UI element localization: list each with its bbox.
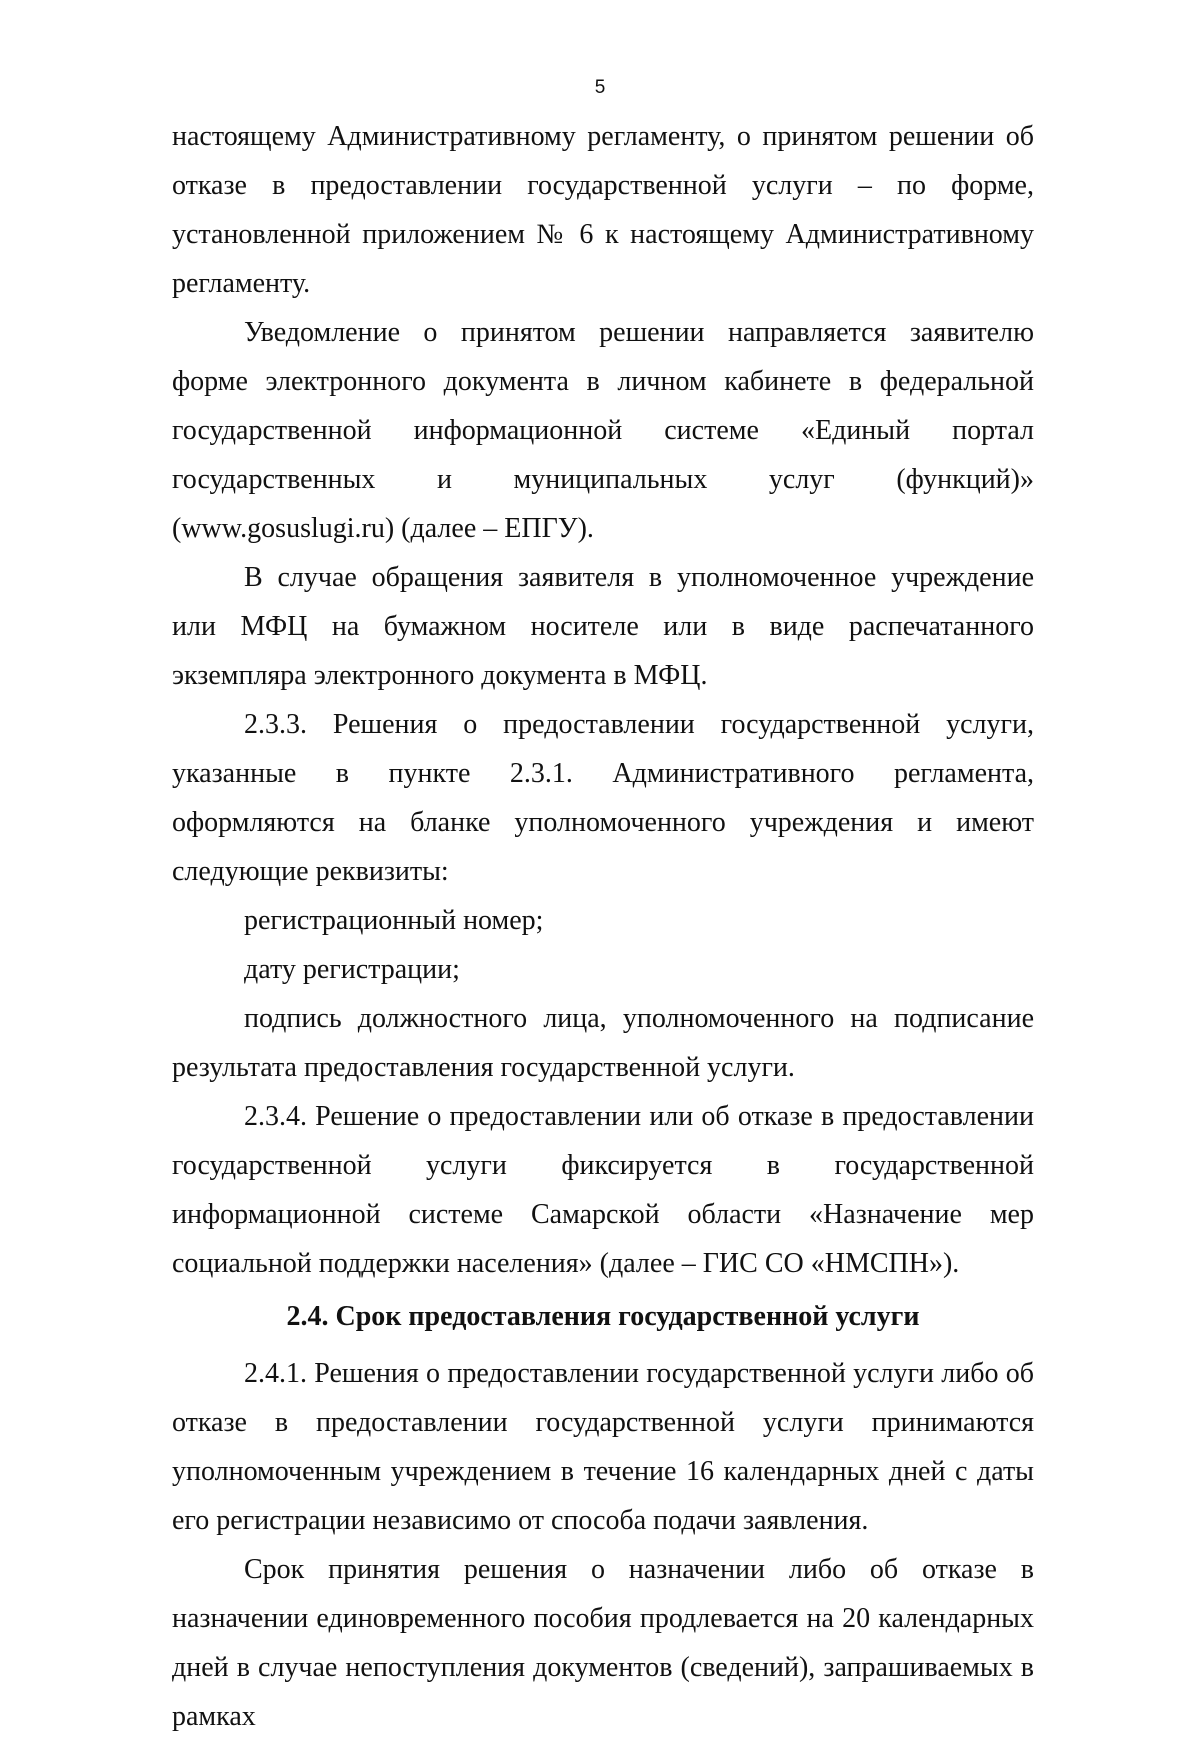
paragraph-2-4-1: 2.4.1. Решения о предоставлении государственной услуги либо об отказе в предоставлении государственной услуги принимаются уполномоченным учреждением в течение 16 календарных дней с даты его регистрации независимо от способа подачи заявления. xyxy=(172,1358,1034,1536)
paragraph-notification: Уведомление о принятом решении направляется заявителю форме электронного документа в личном кабинете в федеральной государственной информационной системе «Единый портал государственных и муниципальных услуг (функций)» (www.gosuslugi.ru) (далее – ЕПГУ). xyxy=(172,317,1034,544)
requisite-registration-date: дату регистрации; xyxy=(244,954,460,985)
paragraph-2-3-3: 2.3.3. Решения о предоставлении государственной услуги, указанные в пункте 2.3.1. Административного регламента, оформляются на бланке уполномоченного учреждения и имеют следующие реквизиты: xyxy=(172,709,1034,887)
paragraph-continuation: настоящему Административному регламенту, о принятом решении об отказе в предоставлении государственной услуги – по форме, установленной приложением № 6 к настоящему Административному регламенту. xyxy=(172,121,1034,299)
paragraph-2-3-4: 2.3.4. Решение о предоставлении или об отказе в предоставлении государственной услуги фиксируется в государственной информационной системе Самарской области «Назначение мер социальной поддержки населения» (далее – ГИС СО «НМСПН»). xyxy=(172,1101,1034,1279)
paragraph-extension-term: Срок принятия решения о назначении либо об отказе в назначении единовременного пособия продлевается на 20 календарных дней в случае непоступления документов (сведений), запрашиваемых в рамках xyxy=(172,1554,1034,1732)
paragraph-mfc-request: В случае обращения заявителя в уполномоченное учреждение или МФЦ на бумажном носителе или в виде распечатанного экземпляра электронного документа в МФЦ. xyxy=(172,562,1034,691)
requisite-registration-number: регистрационный номер; xyxy=(244,905,544,936)
section-heading-2-4: 2.4. Срок предоставления государственной услуги xyxy=(286,1301,920,1332)
requisite-signature: подпись должностного лица, уполномоченного на подписание результата предоставления государственной услуги. xyxy=(172,1003,1034,1083)
page-number: 5 xyxy=(594,77,606,98)
